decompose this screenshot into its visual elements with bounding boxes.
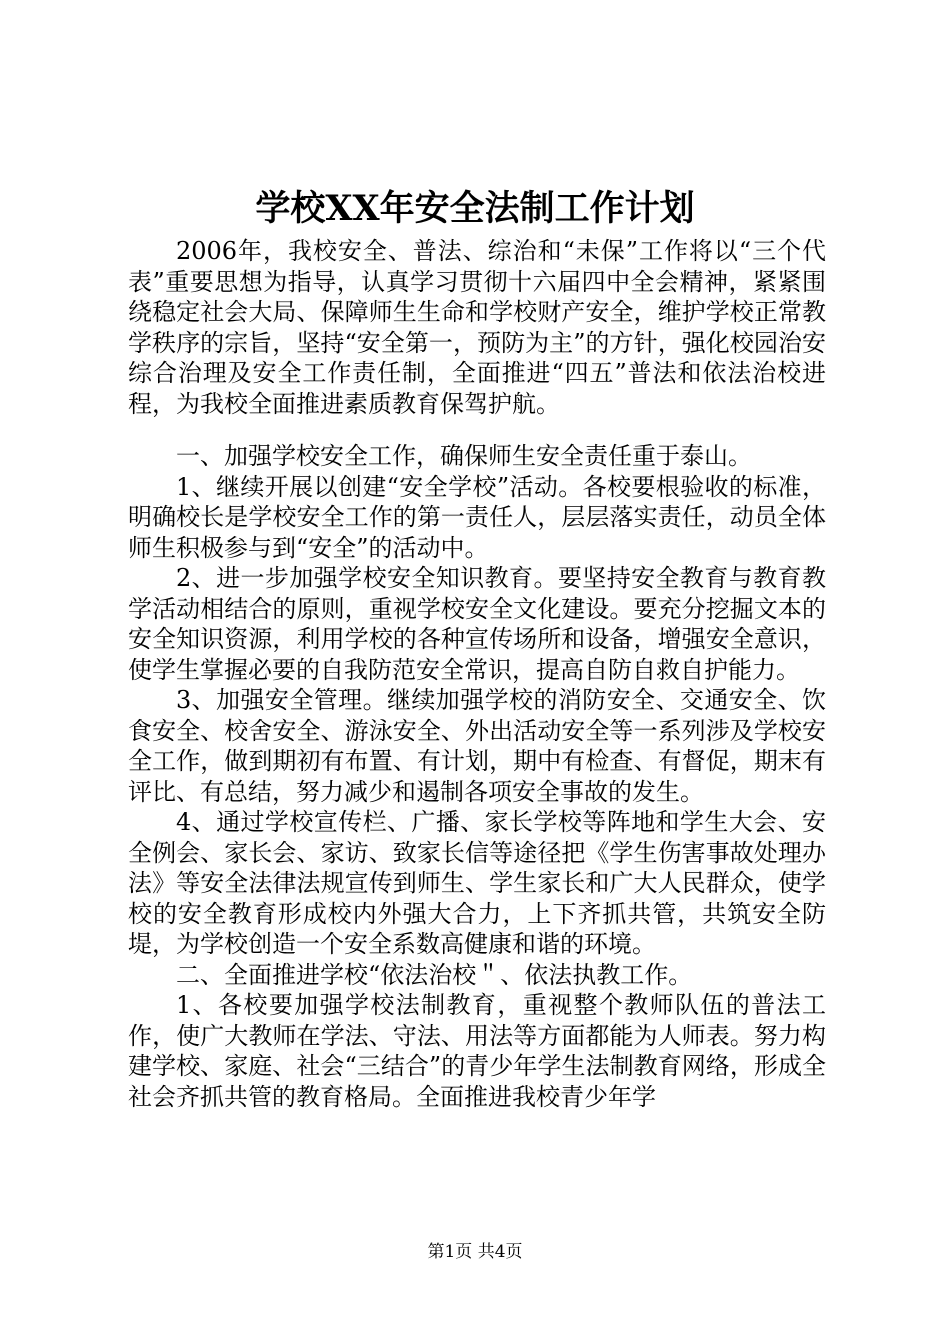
intro-paragraph: 2006年，我校安全、普法、综治和“未保”工作将以“三个代表”重要思想为指导，认真学习贯彻十六届四中全会精神，紧紧围绕稳定社会大局、保障师生生命和学校财产安全，维护学校正常教学秩序的宗旨，坚持“安全第一，预防为主”的方针，强化校园治安综合治理及安全工作责任制，全面推进“四五”普法和依法治校进程，为我校全面推进素质教育保驾护航。 [128,237,826,418]
section-heading-law: 二、全面推进学校“依法治校＂、依法执教工作。 [176,960,693,989]
page-number: 第1页 共4页 [427,1242,523,1262]
document-title: 学校XX年安全法制工作计划 [255,188,695,229]
safety-item-3: 3、加强安全管理。继续加强学校的消防安全、交通安全、饮食安全、校舍安全、游泳安全、外出活动安全等一系列涉及学校安全工作，做到期初有布置、有计划，期中有检查、有督促，期末有评比、有总结，努力减少和遏制各项安全事故的发生。 [128,686,826,806]
section-heading-safety: 一、加强学校安全工作，确保师生安全责任重于泰山。 [176,442,752,470]
paragraph-spacer [128,419,826,441]
law-item-1: 1、各校要加强学校法制教育，重视整个教师队伍的普法工作，使广大教师在学法、守法、用法等方面都能为人师表。努力构建学校、家庭、社会“三结合”的青少年学生法制教育网络，形成全社会齐抓共管的教育格局。全面推进我校青少年学 [128,991,826,1111]
safety-item-2: 2、进一步加强学校安全知识教育。要坚持安全教育与教育教学活动相结合的原则，重视学校安全文化建设。要充分挖掘文本的安全知识资源，利用学校的各种宣传场所和设备，增强安全意识，使学生掌握必要的自我防范安全常识，提高自防自救自护能力。 [128,564,826,684]
document-body [128,236,826,1112]
safety-item-1: 1、继续开展以创建“安全学校”活动。各校要根验收的标准，明确校长是学校安全工作的第一责任人，层层落实责任，动员全体师生积极参与到“安全”的活动中。 [128,472,826,562]
safety-item-4: 4、通过学校宣传栏、广播、家长学校等阵地和学生大会、安全例会、家长会、家访、致家长信等途径把《学生伤害事故处理办法》等安全法律法规宣传到师生、学生家长和广大人民群众，使学校的安全教育形成校内外强大合力，上下齐抓共管，共筑安全防堤，为学校创造一个安全系数高健康和谐的环境。 [128,808,826,958]
